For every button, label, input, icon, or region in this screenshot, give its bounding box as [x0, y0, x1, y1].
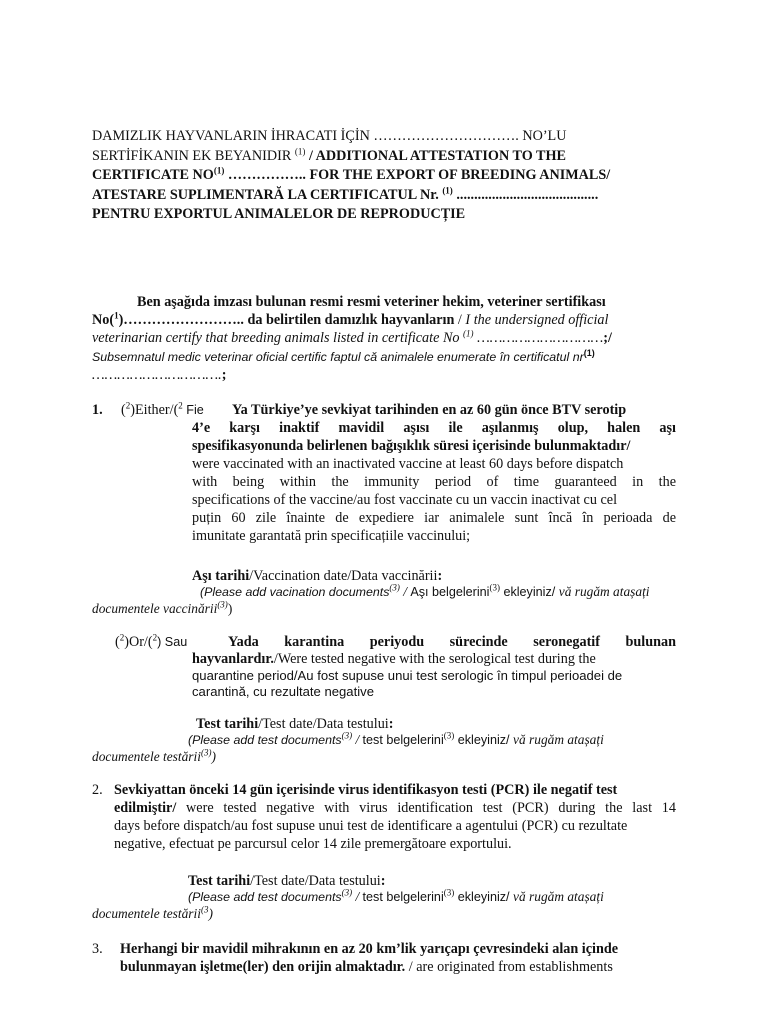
section-text: / are originated from establishments: [405, 959, 613, 975]
title-line-5: [92, 205, 682, 225]
or-text: (: [115, 634, 120, 650]
section-1b-or: [115, 633, 187, 651]
date-label: /Test date/Data testului: [258, 716, 389, 732]
either-text: (: [121, 402, 126, 418]
section-3-line-2: [120, 958, 676, 976]
section-number: 1.: [92, 402, 103, 418]
intro-line-3: [92, 329, 612, 347]
either-text: )Either/(: [130, 402, 179, 418]
note-text: ): [211, 749, 216, 764]
section-text: were tested negative with virus identification test (PCR) during the last 14: [176, 800, 676, 816]
footnote-ref: 2: [119, 632, 125, 643]
section-text: 4’e karşı inaktif mavidil aşısı ile aşılanmış olup, halen aşı: [192, 420, 676, 436]
note-text: (Please add test documents: [188, 890, 342, 904]
note-text: ekleyiniz/: [499, 585, 559, 599]
note-text: test belgelerini: [362, 890, 444, 904]
note-text: /: [352, 732, 363, 747]
section-1-line-7: [192, 509, 676, 527]
section-text: specifications of the vaccine/au fost vaccinate cu un vaccin inactivat cu cel: [192, 492, 618, 508]
note-text: vă rugăm atașați: [513, 732, 604, 747]
footnote-ref: (3): [443, 730, 455, 741]
footnote-ref: (1): [583, 347, 595, 358]
section-1-line-1: [232, 401, 626, 419]
either-text: Fie: [182, 403, 204, 417]
footnote-ref: (3): [217, 599, 228, 610]
title-tr-text-2: SERTİFİKANIN EK BEYANIDIR: [92, 147, 292, 164]
section-2-body: [114, 781, 676, 853]
note-text: vă rugăm atașați: [558, 584, 650, 599]
footnote-ref: (3): [200, 747, 212, 758]
section-2-line-2: [114, 799, 676, 817]
title-en-text-2: CERTIFICATE NO: [92, 167, 214, 183]
note-text: documentele testării: [92, 749, 201, 764]
section-text: edilmiştir/: [114, 800, 177, 816]
section-3-number: [92, 940, 103, 958]
footnote-ref: (1): [213, 165, 225, 176]
date-label: :: [380, 873, 386, 889]
title-tr-text: DAMIZLIK HAYVANLARIN İHRACATI İÇİN: [92, 128, 370, 144]
section-text: Yada karantina periyodu sürecinde seronegatif bulunan: [228, 634, 676, 650]
footnote-ref: (1): [442, 184, 453, 195]
intro-text: No(: [92, 312, 115, 328]
footnote-ref: (3): [389, 582, 400, 593]
intro-separator: ;/: [603, 330, 612, 346]
note-text: ): [227, 601, 233, 616]
section-1-line-5: [192, 473, 676, 491]
intro-line-5: [92, 366, 226, 384]
section-number: 3.: [92, 941, 103, 957]
section-2-note-1: [188, 888, 604, 906]
section-1-note-2: [92, 600, 232, 618]
intro-text: )…………………….. da belirtilen damızlık hayvanların: [118, 312, 455, 328]
section-1-line-4: [192, 455, 676, 473]
title-line-3: [92, 166, 682, 186]
intro-text: Ben aşağıda imzası bulunan resmi resmi veteriner hekim, veteriner sertifikası: [137, 294, 606, 310]
section-text: with being within the immunity period of time guaranteed in the: [192, 474, 676, 490]
section-1-number: [92, 401, 103, 419]
intro-dots: ………………………….: [92, 367, 222, 383]
section-2-line-3: [114, 817, 676, 835]
section-1-body: [192, 419, 676, 545]
date-label: Test tarihi: [196, 716, 259, 732]
date-label: /Test date/Data testului: [250, 873, 381, 889]
intro-dots: …………………………: [473, 330, 604, 346]
section-1b-note-1: [188, 731, 604, 749]
section-1-line-8: [192, 527, 676, 545]
footnote-ref: (3: [200, 904, 209, 915]
date-label: Aşı tarihi: [192, 568, 250, 584]
note-text: /: [399, 584, 411, 599]
section-text: Herhangi bir mavidil mihrakının en az 20 km’lik yarıçapı çevresindeki alan içinde: [120, 941, 619, 957]
title-line-2: [92, 147, 682, 167]
section-1b-line-4: [192, 684, 676, 700]
section-text: bulunmayan işletme(ler) den orijin almaktadır.: [120, 959, 406, 975]
section-1-line-6: [192, 491, 676, 509]
section-1b-body: [192, 650, 676, 700]
section-text: carantină, cu rezultate negative: [192, 684, 374, 699]
section-text: days before dispatch/au fost supuse unui test de identificare a agentului (PCR) cu rezultate: [114, 818, 628, 834]
section-text: negative, efectuat pe parcursul celor 14 zile premergătoare exportului.: [114, 836, 512, 852]
section-text: /Were tested negative with the serological test during the: [273, 651, 596, 667]
footnote-ref: (1): [294, 145, 306, 156]
intro-line-1: [137, 293, 606, 311]
title-en-text: / ADDITIONAL ATTESTATION TO THE: [305, 147, 566, 164]
date-label: Test tarihi: [188, 873, 251, 889]
note-text: documentele testării: [92, 906, 201, 921]
or-text: )Or/(: [124, 634, 153, 650]
section-1-line-3: [192, 437, 676, 455]
footnote-ref: (3): [341, 887, 353, 898]
section-text: hayvanlardır.: [192, 651, 274, 667]
intro-separator: ;: [221, 367, 227, 383]
document-title: [92, 127, 682, 225]
footnote-ref: 1: [114, 310, 119, 321]
title-line-1: [92, 127, 682, 147]
note-text: ekleyiniz/: [454, 890, 514, 904]
section-text: imunitate garantată prin specificațiile vaccinului;: [192, 528, 471, 544]
section-text: Sevkiyattan önceki 14 gün içerisinde virus identifikasyon testi (PCR) ile negatif test: [114, 782, 618, 798]
section-1b-line-2: [192, 650, 676, 668]
section-text: puțin 60 zile înainte de expediere iar animalele sunt încă în perioada de: [192, 510, 676, 526]
intro-ro-text: Subsemnatul medic veterinar oficial certific faptul că animalele enumerate în certificatul nr: [92, 350, 584, 364]
note-text: ): [208, 906, 213, 921]
date-label: :: [388, 716, 394, 732]
intro-separator: /: [454, 312, 466, 328]
section-text: were vaccinated with an inactivated vaccine at least 60 days before dispatch: [192, 456, 624, 472]
section-number: 2.: [92, 782, 103, 798]
intro-en-text: veterinarian certify that breeding animals listed in certificate No: [92, 330, 460, 346]
date-label: /Vaccination date/Data vaccinării: [249, 568, 438, 584]
note-text: ekleyiniz/: [454, 733, 514, 747]
section-1-line-2: [192, 419, 676, 437]
or-text: ) Sau: [157, 635, 188, 649]
footnote-ref: (3): [443, 887, 455, 898]
section-1b-line-3: [192, 668, 676, 684]
footnote-ref: (3): [341, 730, 353, 741]
section-text: quarantine period/Au fost supuse unui test serologic în timpul perioadei de: [192, 668, 623, 683]
note-text: test belgelerini: [362, 733, 444, 747]
section-1b-note-2: [92, 748, 216, 766]
section-3-body: [120, 940, 676, 976]
note-text: documentele vaccinării: [92, 601, 218, 616]
section-text: spesifikasyonunda belirlenen bağışıklık süresi içerisinde bulunmaktadır/: [192, 438, 631, 454]
title-dots: …………………………. NO’LU: [373, 128, 567, 144]
note-text: Aşı belgelerini: [410, 585, 490, 599]
section-2-line-4: [114, 835, 676, 853]
section-1-note-1: [200, 583, 650, 601]
note-text: (Please add vacination documents: [200, 585, 390, 599]
intro-en-text: I the undersigned official: [465, 312, 609, 328]
title-ro-text: ATESTARE SUPLIMENTARĂ LA CERTIFICATUL Nr.: [92, 186, 439, 203]
date-label: :: [437, 568, 443, 584]
note-text: vă rugăm atașați: [513, 889, 604, 904]
footnote-ref: 2: [152, 632, 158, 643]
note-text: /: [352, 889, 363, 904]
section-text: Ya Türkiye’ye sevkiyat tarihinden en az 60 gün önce BTV serotip: [232, 402, 627, 418]
note-text: (Please add test documents: [188, 733, 342, 747]
title-line-4: [92, 186, 682, 206]
section-3-line-1: [120, 940, 676, 958]
footnote-ref: (1): [463, 328, 474, 339]
footnote-ref: (3): [489, 582, 500, 593]
intro-line-2: [92, 311, 608, 329]
title-dots-2: ........................................: [452, 186, 599, 203]
footnote-ref: 2: [125, 400, 131, 411]
footnote-ref: 2: [178, 400, 183, 411]
section-1b-line-1: [228, 633, 676, 651]
title-en-text-3: …………….. FOR THE EXPORT OF BREEDING ANIMALS/: [224, 167, 611, 183]
section-2-note-2: [92, 905, 213, 923]
section-2-number: [92, 781, 103, 799]
section-1-either: [121, 401, 204, 419]
title-ro-text-2: PENTRU EXPORTUL ANIMALELOR DE REPRODUCȚIE: [92, 206, 466, 222]
section-2-line-1: [114, 781, 676, 799]
intro-line-4: [92, 348, 595, 366]
